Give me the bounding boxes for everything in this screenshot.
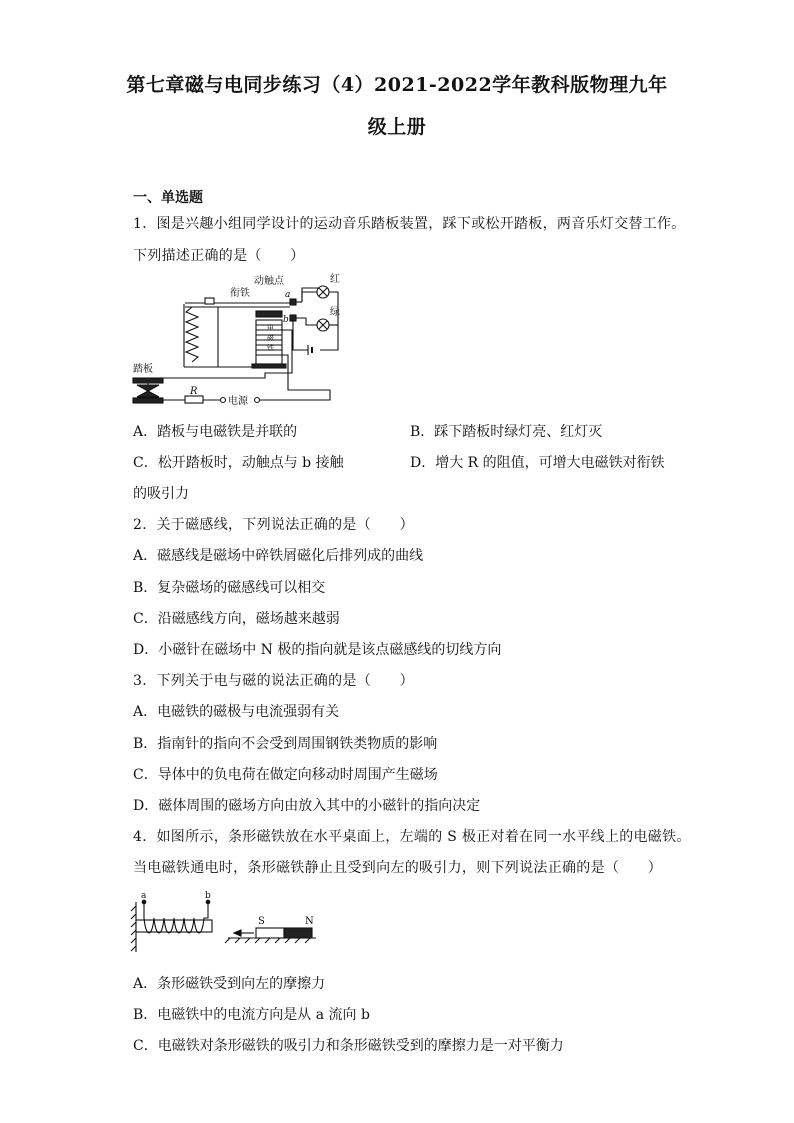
q1-option-a: A．踏板与电磁铁是并联的 bbox=[133, 424, 298, 440]
q4-label-n-pole: N bbox=[305, 916, 314, 927]
q1-stem-line-1: 1．图是兴趣小组同学设计的运动音乐踏板装置，踩下或松开踏板，两音乐灯交替工作。 bbox=[133, 216, 686, 232]
q2-option-d: D．小磁针在磁场中 N 极的指向就是该点磁感线的切线方向 bbox=[133, 642, 502, 658]
q1-option-d-continued: 的吸引力 bbox=[133, 486, 189, 502]
q2-option-b: B．复杂磁场的磁感线可以相交 bbox=[133, 580, 326, 596]
q4-label-b: b bbox=[205, 891, 211, 901]
q1-label-red-lamp: 红 bbox=[330, 274, 340, 285]
document-title-line-2: 级上册 bbox=[367, 116, 427, 138]
q3-stem: 3．下列关于电与磁的说法正确的是（ ） bbox=[133, 673, 414, 689]
q3-option-a: A．电磁铁的磁极与电流强弱有关 bbox=[133, 704, 340, 720]
q1-stem-line-2: 下列描述正确的是（ ） bbox=[133, 248, 305, 264]
q1-option-b: B．踩下踏板时绿灯亮、红灯灭 bbox=[410, 424, 603, 440]
q3-option-d: D．磁体周围的磁场方向由放入其中的小磁针的指向决定 bbox=[133, 798, 481, 814]
q1-label-contact-b: b bbox=[283, 315, 289, 325]
q3-option-c: C．导体中的负电荷在做定向移动时周围产生磁场 bbox=[133, 767, 438, 783]
q3-option-b: B．指南针的指向不会受到周围钢铁类物质的影响 bbox=[133, 736, 438, 752]
q2-option-c: C．沿磁感线方向，磁场越来越弱 bbox=[133, 611, 340, 627]
q1-label-green-lamp: 绿 bbox=[330, 307, 340, 318]
q1-label-armature: 衔铁 bbox=[230, 288, 250, 299]
q4-option-c: C．电磁铁对条形磁铁的吸引力和条形磁铁受到的摩擦力是一对平衡力 bbox=[133, 1038, 564, 1054]
q1-label-electromagnet-char-2: 磁 bbox=[267, 334, 274, 342]
section-heading: 一、单选题 bbox=[133, 190, 203, 206]
q4-stem-line-2: 当电磁铁通电时，条形磁铁静止且受到向左的吸引力，则下列说法正确的是（ ） bbox=[133, 860, 663, 876]
q1-label-pedal: 踏板 bbox=[133, 364, 153, 375]
q2-option-a: A．磁感线是磁场中碎铁屑磁化后排列成的曲线 bbox=[133, 548, 424, 564]
q1-pedal-circuit-figure bbox=[130, 270, 360, 412]
q1-label-contact-a: a bbox=[285, 290, 291, 300]
q1-label-resistor: R bbox=[190, 386, 198, 397]
q4-stem-line-1: 4．如图所示，条形磁铁放在水平桌面上，左端的 S 极正对着在同一水平线上的电磁铁。 bbox=[133, 829, 691, 845]
q1-option-c: C．松开踏板时，动触点与 b 接触 bbox=[133, 455, 344, 471]
document-title-line-1: 第七章磁与电同步练习（4）2021-2022学年教科版物理九年 bbox=[126, 74, 668, 96]
q1-label-movable-contact: 动触点 bbox=[254, 276, 284, 287]
q4-electromagnet-bar-magnet-figure bbox=[128, 890, 328, 960]
q1-label-electromagnet-char-1: 电 bbox=[267, 324, 274, 332]
q1-option-d: D．增大 R 的阻值，可增大电磁铁对衔铁 bbox=[410, 455, 665, 471]
q4-option-b: B．电磁铁中的电流方向是从 a 流向 b bbox=[133, 1007, 370, 1023]
q2-stem: 2．关于磁感线，下列说法正确的是（ ） bbox=[133, 517, 414, 533]
q1-label-power-source: 电源 bbox=[228, 396, 248, 407]
q4-option-a: A．条形磁铁受到向左的摩擦力 bbox=[133, 976, 326, 992]
q4-label-a: a bbox=[141, 891, 147, 901]
q4-label-s-pole: S bbox=[258, 916, 265, 927]
q1-label-electromagnet-char-3: 铁 bbox=[267, 344, 274, 352]
